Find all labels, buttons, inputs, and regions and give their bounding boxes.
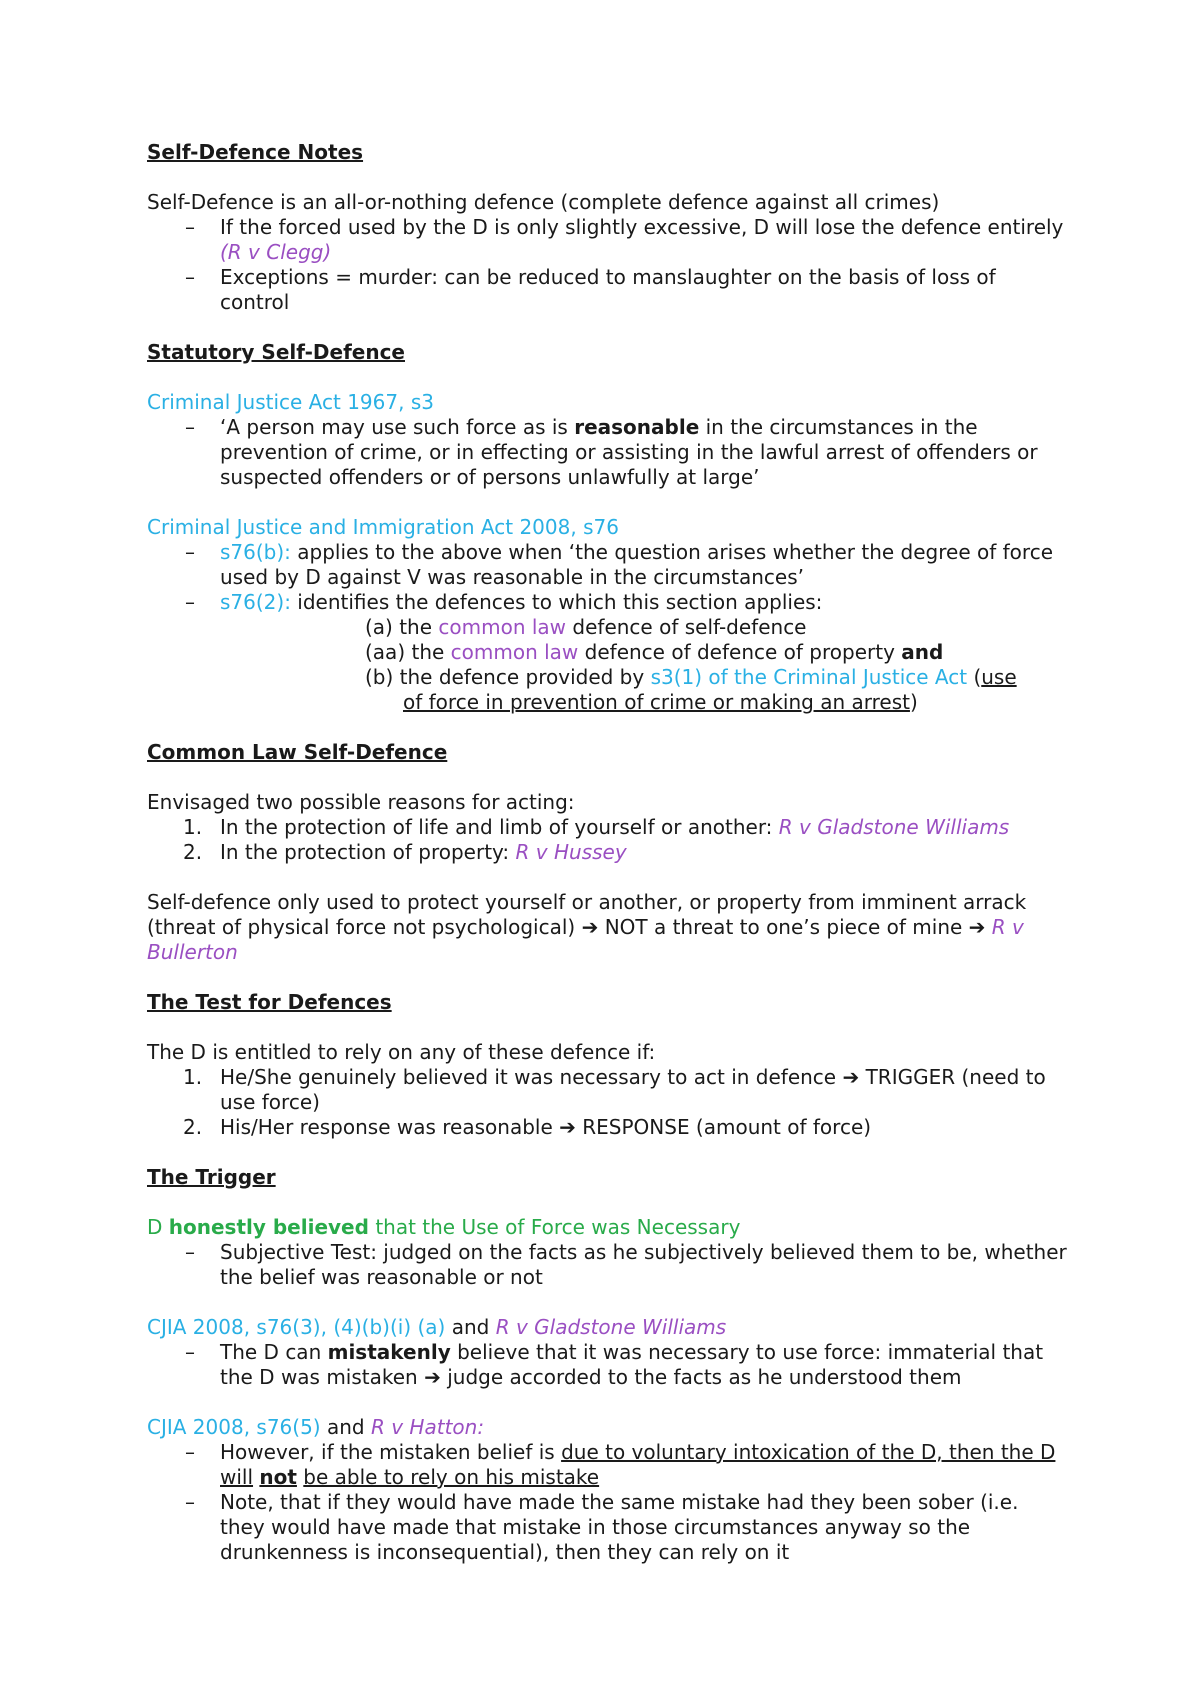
arrow-right-icon: ➔	[842, 1065, 860, 1089]
intro-bullet-1: – If the forced used by the D is only slightly excessive, D will lose the defence entirely (R v Clegg)	[147, 215, 1067, 265]
common-law-item-2: 2. In the protection of property: R v Hussey	[183, 840, 627, 864]
cjia-s76-3-title: CJIA 2008, s76(3), (4)(b)(i) (a) and R v Gladstone Williams	[147, 1315, 727, 1339]
test-intro: The D is entitled to rely on any of these defence if:	[147, 1040, 656, 1064]
intro-text: Self-Defence is an all-or-nothing defence (complete defence against all crimes)	[147, 190, 940, 214]
honest-belief-bullet: – Subjective Test: judged on the facts as he subjectively believed them to be, whether the belief was reasonable or not	[147, 1240, 1067, 1290]
arrow-right-icon: ➔	[424, 1365, 441, 1389]
s762-item-aa: (aa) the common law defence of defence of property and	[365, 640, 944, 664]
s76b-bullet: – s76(b): applies to the above when ‘the question arises whether the degree of force used by D against V was reasonable in the circumstances’	[147, 540, 1067, 590]
arrow-right-icon: ➔	[581, 915, 599, 939]
mistaken-belief-bullet: – The D can mistakenly believe that it was necessary to use force: immaterial that the D was mistaken ➔ judge accorded to the facts as he understood them	[147, 1340, 1067, 1390]
statutory-heading: Statutory Self-Defence	[147, 340, 405, 364]
page-title: Self-Defence Notes	[147, 140, 364, 164]
sober-mistake-bullet: – Note, that if they would have made the same mistake had they been sober (i.e. they would have made that mistake in those circumstances anyway so the drunkenness is inconsequential), then they can rely on it	[147, 1490, 1067, 1565]
common-law-intro: Envisaged two possible reasons for acting:	[147, 790, 575, 814]
arrow-right-icon: ➔	[968, 915, 986, 939]
common-law-heading: Common Law Self-Defence	[147, 740, 448, 764]
common-law-item-1: 1. In the protection of life and limb of yourself or another: R v Gladstone Williams	[183, 815, 1010, 839]
test-item-1: 1. He/She genuinely believed it was necessary to act in defence ➔ TRIGGER (need to use force)	[183, 1065, 1046, 1114]
s762-item-b: (b) the defence provided by s3(1) of the Criminal Justice Act (use of force in prevention of crime or making an arrest)	[365, 665, 1017, 714]
intro-bullet-2: – Exceptions = murder: can be reduced to manslaughter on the basis of loss of control	[147, 265, 1067, 315]
case-clegg: (R v Clegg)	[220, 240, 332, 264]
arrow-right-icon: ➔	[559, 1115, 576, 1139]
cja-quote: – ‘A person may use such force as is reasonable in the circumstances in the prevention of crime, or in effecting or assisting in the lawful arrest of offenders or suspected offenders or of persons unlawfully at large’	[147, 415, 1067, 490]
document-page	[147, 140, 1067, 1565]
test-item-2: 2. His/Her response was reasonable ➔ RESPONSE (amount of force)	[183, 1115, 872, 1139]
s762-item-a: (a) the common law defence of self-defence	[365, 615, 807, 639]
cjia-s76-5-title: CJIA 2008, s76(5) and R v Hatton:	[147, 1415, 485, 1439]
honest-belief-title: D honestly believed that the Use of Force was Necessary	[147, 1215, 741, 1239]
cja-title: Criminal Justice Act 1967, s3	[147, 390, 434, 414]
cjia-title: Criminal Justice and Immigration Act 2008, s76	[147, 515, 619, 539]
common-law-para: Self-defence only used to protect yourself or another, or property from imminent arrack (threat of physical force not psychological) ➔ NOT a threat to one’s piece of mine ➔ R v Bullerton	[147, 890, 1027, 964]
test-heading: The Test for Defences	[147, 990, 392, 1014]
trigger-heading: The Trigger	[147, 1165, 276, 1189]
s762-bullet: – s76(2): identifies the defences to which this section applies:	[147, 590, 1067, 615]
intoxication-bullet: – However, if the mistaken belief is due to voluntary intoxication of the D, then the D will not be able to rely on his mistake	[147, 1440, 1067, 1490]
